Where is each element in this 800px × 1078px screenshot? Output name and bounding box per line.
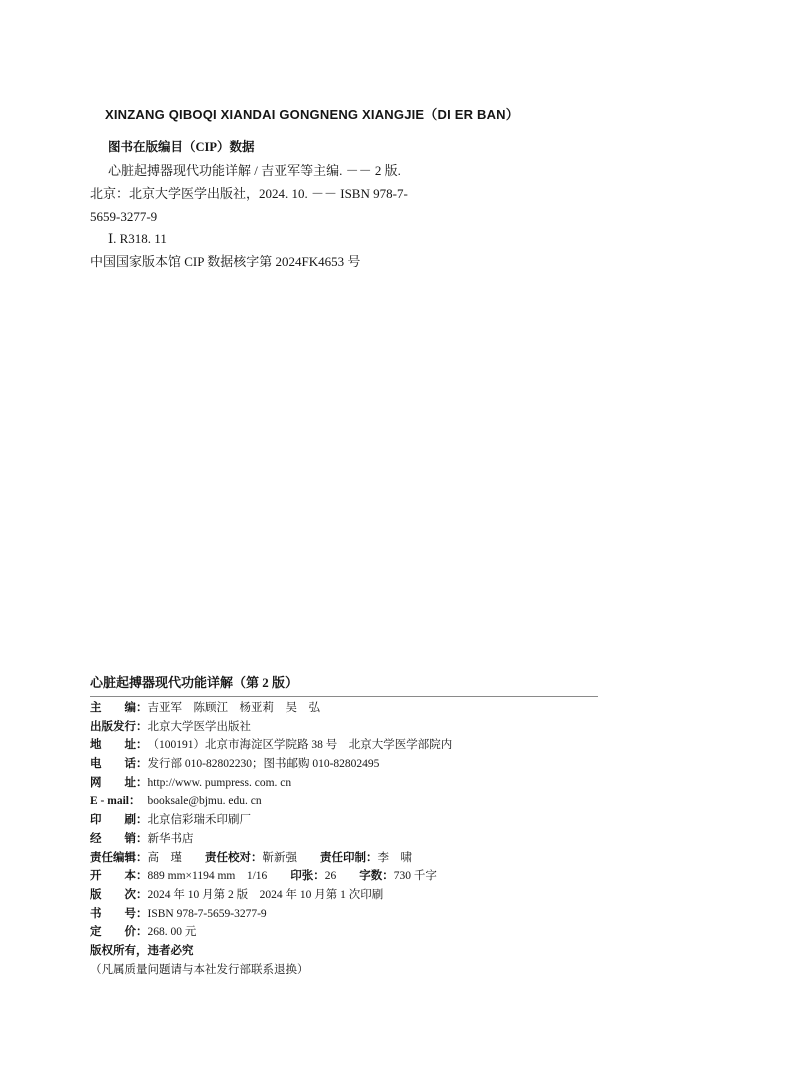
row-value: （100191）北京市海淀区学院路 38 号 北京大学医学部院内	[147, 739, 453, 752]
row-label: 经 销：	[90, 832, 148, 845]
row-value: booksale@bjmu. edu. cn	[147, 795, 262, 808]
cip-line-publisher: 北京：北京大学医学出版社，2024. 10. －－ ISBN 978-7-	[90, 186, 408, 201]
copyright-notice: 版权所有，违者必究	[90, 944, 194, 957]
row-value: 新华书店	[147, 832, 194, 845]
row-format	[90, 867, 452, 886]
row-email	[90, 792, 452, 811]
row-label: 印 刷：	[90, 814, 148, 827]
row-value: http://www. pumpress. com. cn	[147, 776, 292, 789]
row-website	[90, 774, 452, 793]
row-label: 责任编辑：	[90, 851, 148, 864]
row-label: 定 价：	[90, 926, 148, 939]
return-policy-notice: （凡属质量问题请与本社发行部联系退换）	[90, 963, 309, 976]
row-label: E - mail：	[90, 795, 141, 808]
row-label-word-count: 字数：	[359, 870, 394, 883]
cip-heading: 图书在版编目（CIP）数据	[108, 140, 255, 154]
row-label: 书 号：	[90, 907, 148, 920]
row-value-proofreader: 靳新强	[262, 851, 297, 864]
row-label: 地 址：	[90, 739, 148, 752]
row-value-sheets: 26	[324, 870, 337, 883]
row-value: 889 mm×1194 mm 1/16	[147, 870, 268, 883]
row-label: 出版发行：	[90, 720, 148, 733]
row-printer	[90, 811, 452, 830]
row-label-proofreader: 责任校对：	[205, 851, 263, 864]
row-label: 版 次：	[90, 888, 148, 901]
row-chief-editors	[90, 699, 452, 718]
row-responsible-staff	[90, 849, 452, 868]
row-value: 发行部 010-82802230；图书邮购 010-82802495	[147, 758, 380, 771]
row-phone	[90, 755, 452, 774]
row-value-print-supervisor: 李 啸	[377, 851, 412, 864]
english-title: XINZANG QIBOQI XIANDAI GONGNENG XIANGJIE（DI ER BAN）	[105, 107, 519, 122]
row-value: 吉亚军 陈顾江 杨亚莉 吴 弘	[147, 702, 320, 714]
row-isbn	[90, 905, 452, 924]
row-value: 2024 年 10 月第 2 版 2024 年 10 月第 1 次印刷	[147, 888, 384, 901]
row-label-print-supervisor: 责任印制：	[320, 851, 378, 864]
row-label: 开 本：	[90, 870, 148, 883]
colophon-rows	[90, 699, 452, 979]
row-value: 高 瑾	[147, 851, 182, 864]
row-value: 268. 00 元	[147, 926, 197, 939]
row-edition	[90, 886, 452, 905]
row-label-sheets: 印张：	[290, 870, 325, 883]
colophon-title: 心脏起搏器现代功能详解（第 2 版）	[90, 675, 299, 690]
colophon-divider	[90, 696, 598, 697]
row-publisher	[90, 718, 452, 737]
cip-line-isbn-continued: 5659-3277-9	[90, 209, 158, 224]
row-address	[90, 736, 452, 755]
row-value: ISBN 978-7-5659-3277-9	[147, 907, 267, 920]
cip-line-classification: Ⅰ. R318. 11	[108, 231, 167, 246]
row-label: 网 址：	[90, 776, 148, 789]
cip-line-title: 心脏起搏器现代功能详解 / 吉亚军等主编. －－ 2 版.	[108, 163, 401, 178]
row-value: 北京信彩瑞禾印刷厂	[147, 814, 251, 827]
row-label: 主 编：	[90, 702, 148, 714]
row-label: 电 话：	[90, 758, 148, 771]
row-value-word-count: 730 千字	[393, 870, 437, 883]
row-price	[90, 923, 452, 942]
cip-line-record-number: 中国国家版本馆 CIP 数据核字第 2024FK4653 号	[90, 254, 361, 269]
row-distributor	[90, 830, 452, 849]
row-value: 北京大学医学出版社	[147, 720, 251, 733]
